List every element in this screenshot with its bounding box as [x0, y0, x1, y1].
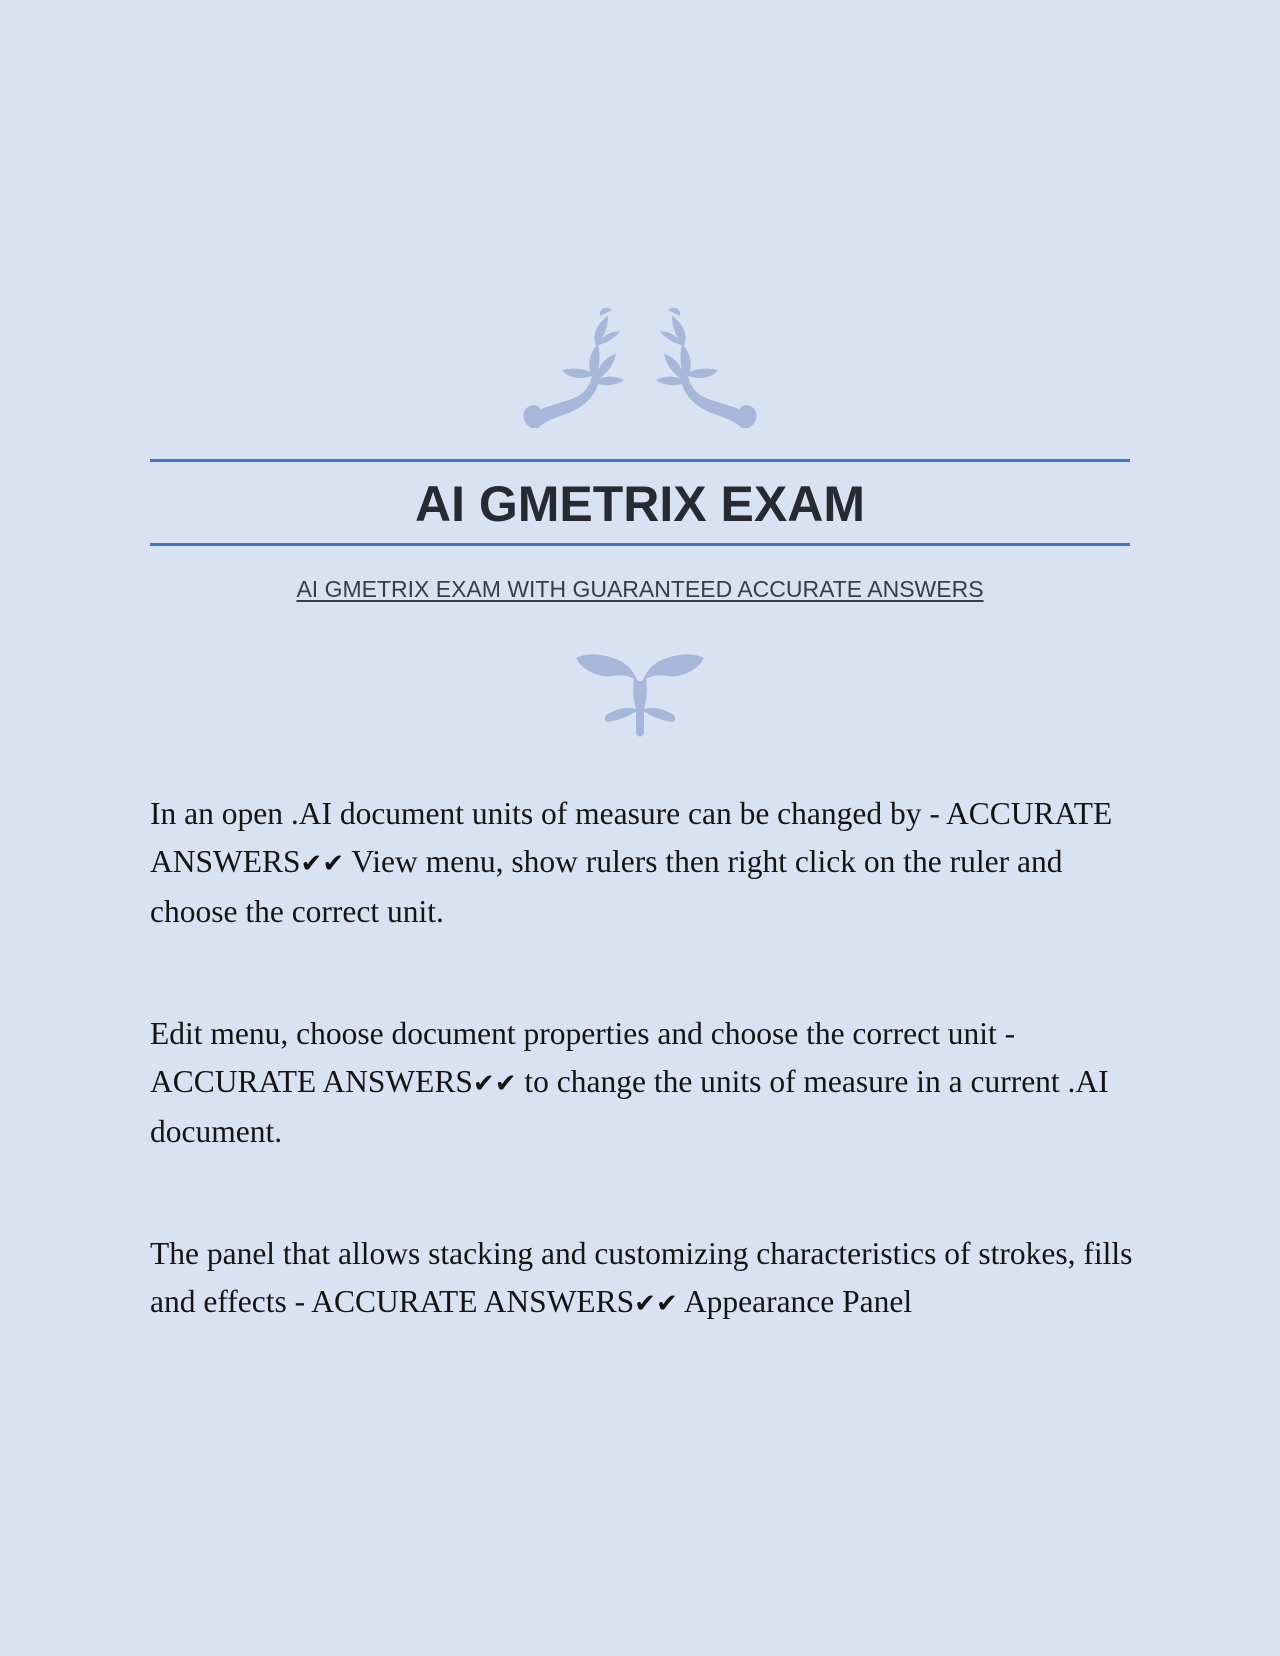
answer-text: Appearance Panel: [677, 1284, 913, 1319]
checkmark-icon: ✔✔: [300, 849, 345, 879]
checkmark-icon: ✔✔: [634, 1289, 678, 1319]
fleuron-icon: [574, 652, 706, 738]
qa-item: [150, 1010, 1135, 1156]
question-text: The panel that allows stacking and customizing characteristics of strokes, fills and effects - ACCURATE ANSWERS: [150, 1236, 1133, 1319]
qa-item: [150, 1230, 1135, 1328]
answer-text: View menu, show rulers then right click on the ruler and choose the correct unit.: [150, 844, 1063, 929]
answer-text: to change the units of measure in a current .AI document.: [150, 1064, 1109, 1149]
question-text: In an open .AI document units of measure can be changed by - ACCURATE ANSWERS: [150, 796, 1113, 879]
title-rule-bottom: [150, 543, 1130, 546]
qa-list: [150, 790, 1135, 1402]
qa-item: [150, 790, 1135, 936]
leaf-scroll-pair-icon: [518, 306, 762, 436]
page-subtitle: AI GMETRIX EXAM WITH GUARANTEED ACCURATE ANSWERS: [296, 576, 984, 602]
question-text: Edit menu, choose document properties and choose the correct unit - ACCURATE ANSWERS: [150, 1016, 1016, 1099]
checkmark-icon: ✔✔: [472, 1069, 517, 1099]
page-title: AI GMETRIX EXAM: [414, 476, 866, 532]
title-rule-top: [150, 459, 1130, 462]
